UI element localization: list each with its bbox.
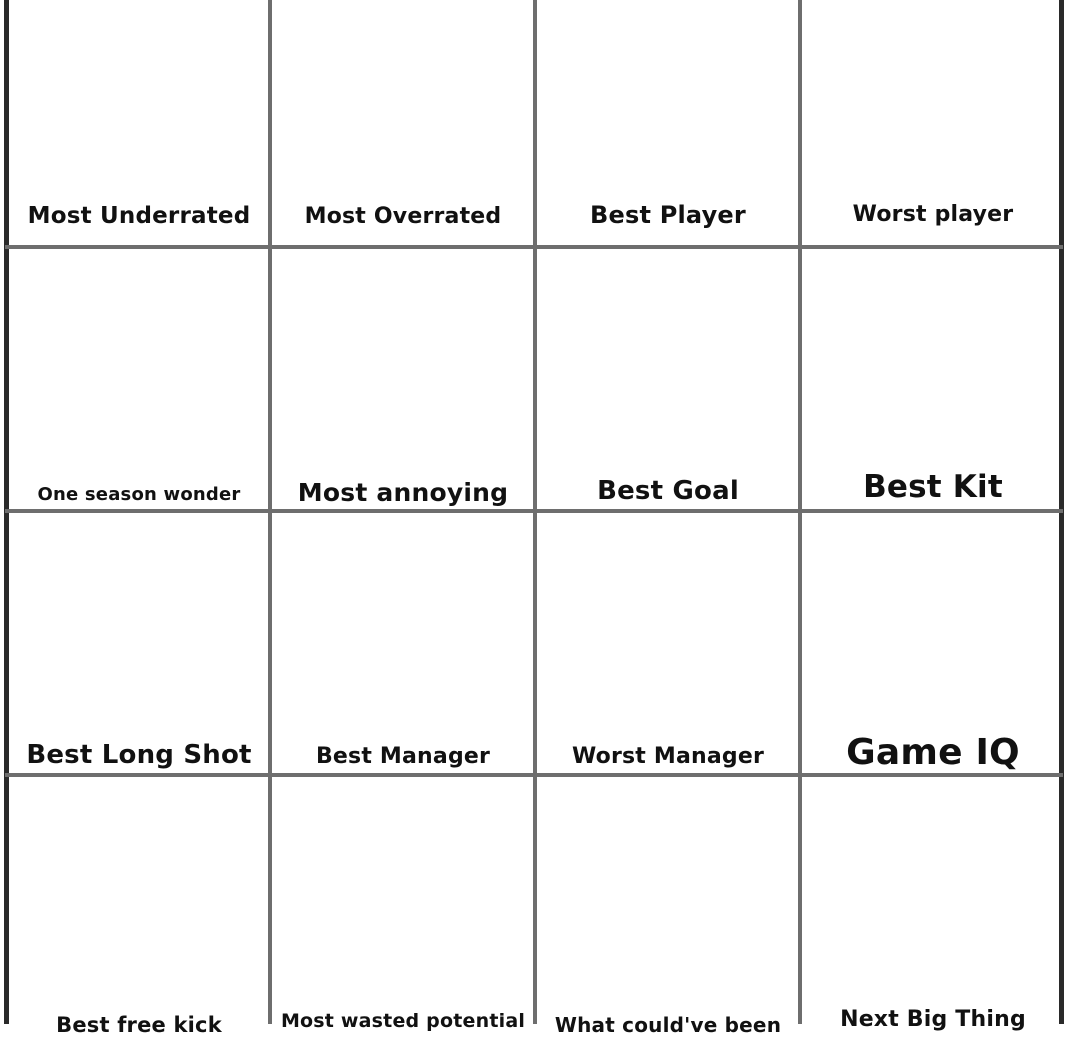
cell-label: Next Big Thing (840, 1007, 1026, 1032)
grid-cell (8, 513, 270, 775)
cell-label: Best Manager (315, 744, 491, 769)
grid-cell (272, 777, 534, 1039)
grid-cell (802, 249, 1064, 511)
grid-cell (802, 0, 1064, 245)
cell-label: Worst player (852, 202, 1014, 227)
cell-label: Best Long Shot (26, 740, 252, 770)
cell-label: Best free kick (56, 1013, 222, 1037)
cell-label: Most Underrated (27, 203, 251, 229)
grid-cell (802, 513, 1064, 775)
grid-cell (272, 0, 534, 245)
cell-label: Worst Manager (571, 744, 765, 769)
grid-cell (537, 249, 799, 511)
grid-cell (272, 513, 534, 775)
cell-label: Game IQ (846, 732, 1020, 773)
grid-cell (272, 249, 534, 511)
grid-cell (537, 0, 799, 245)
cell-label: Most wasted potential (280, 1010, 526, 1032)
grid-cell (8, 249, 270, 511)
cell-label: Most annoying (297, 478, 509, 507)
grid-cell (537, 513, 799, 775)
cell-label: Best Goal (597, 476, 739, 506)
cell-label: What could've been (554, 1013, 782, 1037)
grid-cell (8, 0, 270, 245)
grid-cell (8, 777, 270, 1039)
cell-label: Most Overrated (304, 204, 502, 229)
grid-cell (802, 777, 1064, 1039)
cell-label: Best Kit (863, 469, 1003, 505)
grid-cell (537, 777, 799, 1039)
cell-label: Best Player (590, 201, 746, 229)
cell-label: One season wonder (37, 484, 241, 505)
